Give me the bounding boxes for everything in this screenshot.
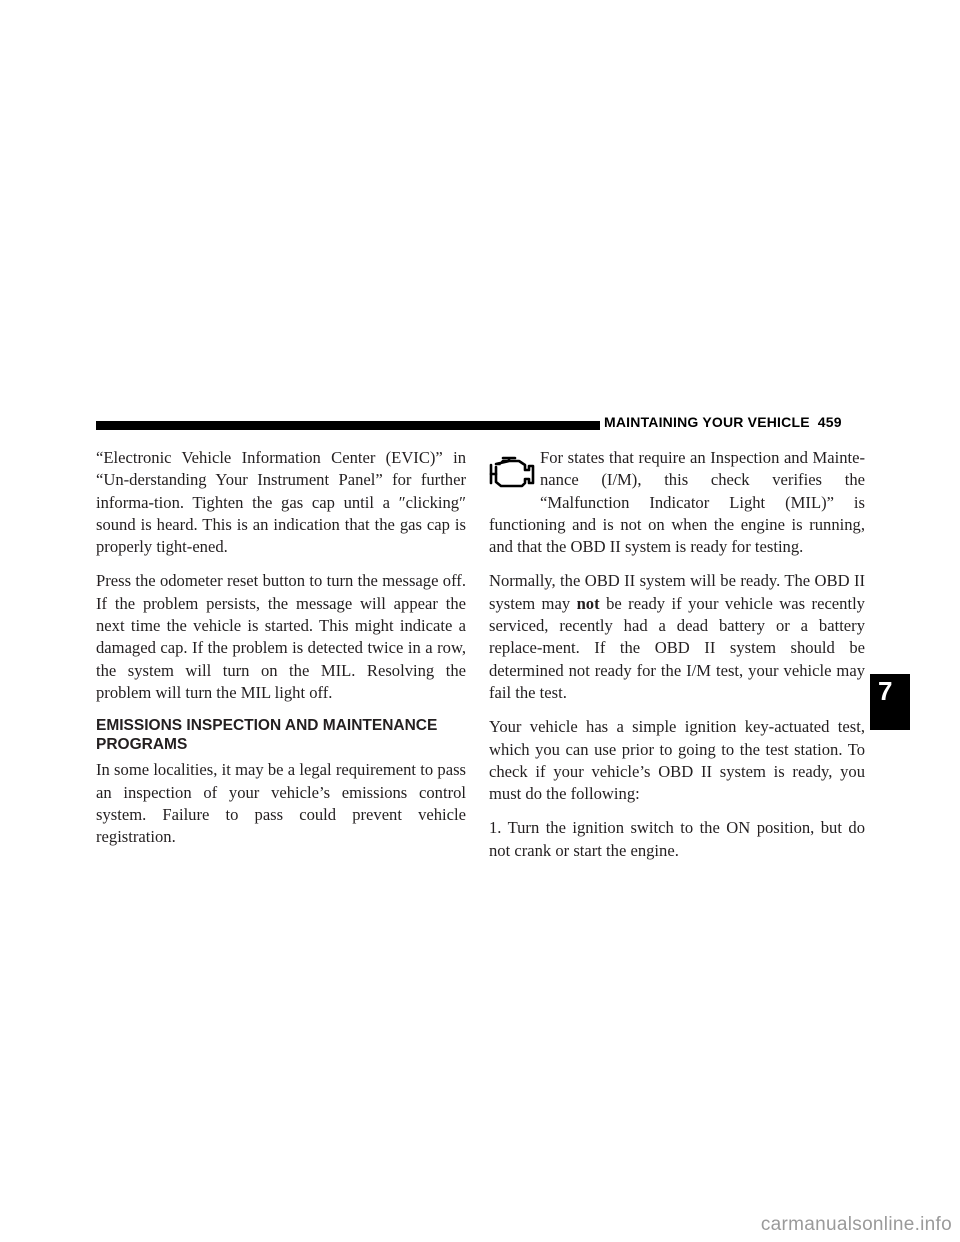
- im-check-text: For states that require an Inspection and Mainte-nance (I/M), this check verifies the “Malfunction Indicator Light (MIL)” is functioning and is not on when the engine is running, and that the OBD II system is ready for testing.: [489, 448, 865, 557]
- header-rule: [96, 421, 600, 430]
- page-number: 459: [817, 414, 842, 430]
- paragraph-odometer-reset: Press the odometer reset button to turn the message off. If the problem persists, the message will appear the next time the vehicle is started. This might indicate a damaged cap. If the problem is detected twice in a row, the system will turn on the MIL. Resolving the problem will turn the MIL light off.: [96, 571, 466, 702]
- step-1: 1. Turn the ignition switch to the ON position, but do not crank or start the engine.: [489, 818, 865, 860]
- paragraph-im-check: [489, 447, 865, 558]
- paragraph-obd-ready: [489, 570, 865, 704]
- paragraph-gas-cap: “Electronic Vehicle Information Center (EVIC)” in “Un-derstanding Your Instrument Panel” for further informa-tion. Tighten the gas cap until a ″clicking″ sound is heard. This is an indication that the gas cap is properly tight-ened.: [96, 448, 466, 557]
- paragraph-key-test: Your vehicle has a simple ignition key-actuated test, which you can use prior to going to the test station. To check if your vehicle’s OBD II system is ready, you must do the following:: [489, 717, 865, 804]
- running-header: [604, 414, 842, 430]
- paragraph-emissions-intro: In some localities, it may be a legal requirement to pass an inspection of your vehicle’s emissions control system. Failure to pass could prevent vehicle registration.: [96, 760, 466, 847]
- check-engine-icon: [489, 447, 539, 505]
- left-column: [96, 447, 466, 860]
- obd-ready-emphasis: not: [576, 593, 600, 613]
- obd-ready-text-1: Normally, the OBD II system will be ready. The OBD II system may: [489, 571, 865, 613]
- section-heading-emissions: EMISSIONS INSPECTION AND MAINTENANCE PROGRAMS: [96, 717, 438, 754]
- obd-ready-text-2: be ready if your vehicle was recently serviced, recently had a dead battery or a battery replace-ment. If the OBD II system should be determined not ready for the I/M test, your vehicle may fail the test.: [489, 593, 865, 702]
- watermark: carmanualsonline.info: [760, 1214, 952, 1235]
- chapter-tab: 7: [870, 674, 910, 730]
- right-column: [489, 447, 865, 874]
- section-title: MAINTAINING YOUR VEHICLE: [604, 414, 810, 430]
